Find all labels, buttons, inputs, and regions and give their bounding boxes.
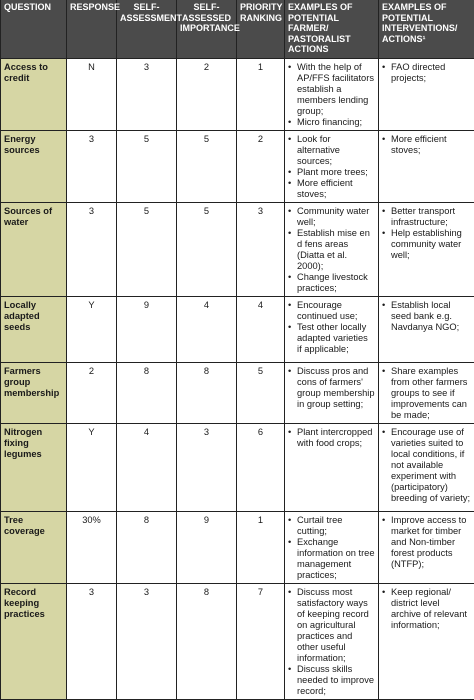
self-assessment-cell: 5 xyxy=(117,130,177,202)
list-item: • Plant intercropped with food crops; xyxy=(288,427,375,449)
priority-cell: 1 xyxy=(237,58,285,130)
header-priority: PRIORITY RANKING xyxy=(237,0,285,58)
list-item: • Better transport infrastructure; xyxy=(382,206,471,228)
interventions-cell xyxy=(379,423,474,511)
list-item: • Exchange information on tree management practices; xyxy=(288,537,375,581)
priority-cell: 2 xyxy=(237,130,285,202)
list-item: • More efficient stoves; xyxy=(382,134,471,156)
priority-cell: 1 xyxy=(237,511,285,583)
question-cell: Nitrogen fixing legumes xyxy=(1,423,67,511)
table-row xyxy=(1,362,474,423)
interventions-cell xyxy=(379,202,474,296)
list-item: • Discuss most satisfactory ways of keeping record on agricultural practices and other useful information; xyxy=(288,587,375,664)
importance-cell: 3 xyxy=(177,423,237,511)
header-importance: SELF-ASSESSED IMPORTANCE xyxy=(177,0,237,58)
importance-cell: 4 xyxy=(177,296,237,362)
list-item: • More efficient stoves; xyxy=(288,178,375,200)
farmer-actions-cell xyxy=(285,130,379,202)
priority-cell: 7 xyxy=(237,583,285,699)
self-assessment-cell: 3 xyxy=(117,58,177,130)
list-item: • Community water well; xyxy=(288,206,375,228)
farmer-actions-cell xyxy=(285,583,379,699)
importance-cell: 2 xyxy=(177,58,237,130)
importance-cell: 8 xyxy=(177,583,237,699)
list-item: • Discuss skills needed to improve record; xyxy=(288,664,375,697)
interventions-cell xyxy=(379,362,474,423)
importance-cell: 9 xyxy=(177,511,237,583)
farmer-actions-cell xyxy=(285,423,379,511)
table-row xyxy=(1,202,474,296)
list-item: • Encourage use of varieties suited to local conditions, if not available experiment with (participatory) breeding of variety; xyxy=(382,427,471,504)
response-cell: N xyxy=(67,58,117,130)
priority-cell: 6 xyxy=(237,423,285,511)
header-question: QUESTION xyxy=(1,0,67,58)
table-row xyxy=(1,130,474,202)
list-item: • Encourage continued use; xyxy=(288,300,375,322)
list-item: • Establish mise en d fens areas (Diatta et al. 2000); xyxy=(288,228,375,272)
farmer-actions-cell xyxy=(285,362,379,423)
priority-cell: 4 xyxy=(237,296,285,362)
list-item: • FAO directed projects; xyxy=(382,62,471,84)
header-response: RESPONSE xyxy=(67,0,117,58)
question-cell: Locally adapted seeds xyxy=(1,296,67,362)
response-cell: 30% xyxy=(67,511,117,583)
importance-cell: 5 xyxy=(177,202,237,296)
question-cell: Sources of water xyxy=(1,202,67,296)
response-cell: 2 xyxy=(67,362,117,423)
list-item: • Share examples from other farmers groups to see if improvements can be made; xyxy=(382,366,471,421)
table-row xyxy=(1,583,474,699)
list-item: • Test other locally adapted varieties if applicable; xyxy=(288,322,375,355)
self-assessment-cell: 5 xyxy=(117,202,177,296)
interventions-cell xyxy=(379,296,474,362)
self-assessment-cell: 8 xyxy=(117,362,177,423)
header-row xyxy=(1,0,474,58)
question-cell: Tree coverage xyxy=(1,511,67,583)
interventions-cell xyxy=(379,130,474,202)
list-item: • Change livestock practices; xyxy=(288,272,375,294)
self-assessment-cell: 4 xyxy=(117,423,177,511)
list-item: • Look for alternative sources; xyxy=(288,134,375,167)
table-row xyxy=(1,423,474,511)
response-cell: Y xyxy=(67,296,117,362)
table-row xyxy=(1,511,474,583)
table-body xyxy=(1,58,474,699)
priority-cell: 5 xyxy=(237,362,285,423)
table-row xyxy=(1,296,474,362)
list-item: • Discuss pros and cons of farmers' group membership in group setting; xyxy=(288,366,375,410)
response-cell: 3 xyxy=(67,583,117,699)
header-interventions: EXAMPLES OF POTENTIAL INTERVENTIONS/ ACTIONS¹ xyxy=(379,0,474,58)
interventions-cell xyxy=(379,58,474,130)
interventions-cell xyxy=(379,511,474,583)
response-cell: 3 xyxy=(67,202,117,296)
priority-cell: 3 xyxy=(237,202,285,296)
header-farmer-actions: EXAMPLES OF POTENTIAL FARMER/ PASTORALIST ACTIONS xyxy=(285,0,379,58)
question-cell: Access to credit xyxy=(1,58,67,130)
farmer-actions-cell xyxy=(285,511,379,583)
list-item: • Curtail tree cutting; xyxy=(288,515,375,537)
question-cell: Record keeping practices xyxy=(1,583,67,699)
table-row xyxy=(1,58,474,130)
response-cell: 3 xyxy=(67,130,117,202)
self-assessment-cell: 3 xyxy=(117,583,177,699)
importance-cell: 5 xyxy=(177,130,237,202)
list-item: • Plant more trees; xyxy=(288,167,375,178)
list-item: • Help establishing community water well; xyxy=(382,228,471,261)
list-item: • Keep regional/ district level archive of relevant information; xyxy=(382,587,471,631)
list-item: • With the help of AP/FFS facilitators establish a members lending group; xyxy=(288,62,375,117)
list-item: • Micro financing; xyxy=(288,117,375,128)
farmer-actions-cell xyxy=(285,58,379,130)
question-cell: Energy sources xyxy=(1,130,67,202)
header-self-assessment: SELF-ASSESSMENT xyxy=(117,0,177,58)
farmer-actions-cell xyxy=(285,202,379,296)
importance-cell: 8 xyxy=(177,362,237,423)
question-cell: Farmers group membership xyxy=(1,362,67,423)
farmer-actions-cell xyxy=(285,296,379,362)
response-cell: Y xyxy=(67,423,117,511)
self-assessment-cell: 8 xyxy=(117,511,177,583)
self-assessment-cell: 9 xyxy=(117,296,177,362)
interventions-cell xyxy=(379,583,474,699)
list-item: • Establish local seed bank e.g. Navdanya NGO; xyxy=(382,300,471,333)
list-item: • Improve access to market for timber and Non-timber forest products (NTFP); xyxy=(382,515,471,570)
